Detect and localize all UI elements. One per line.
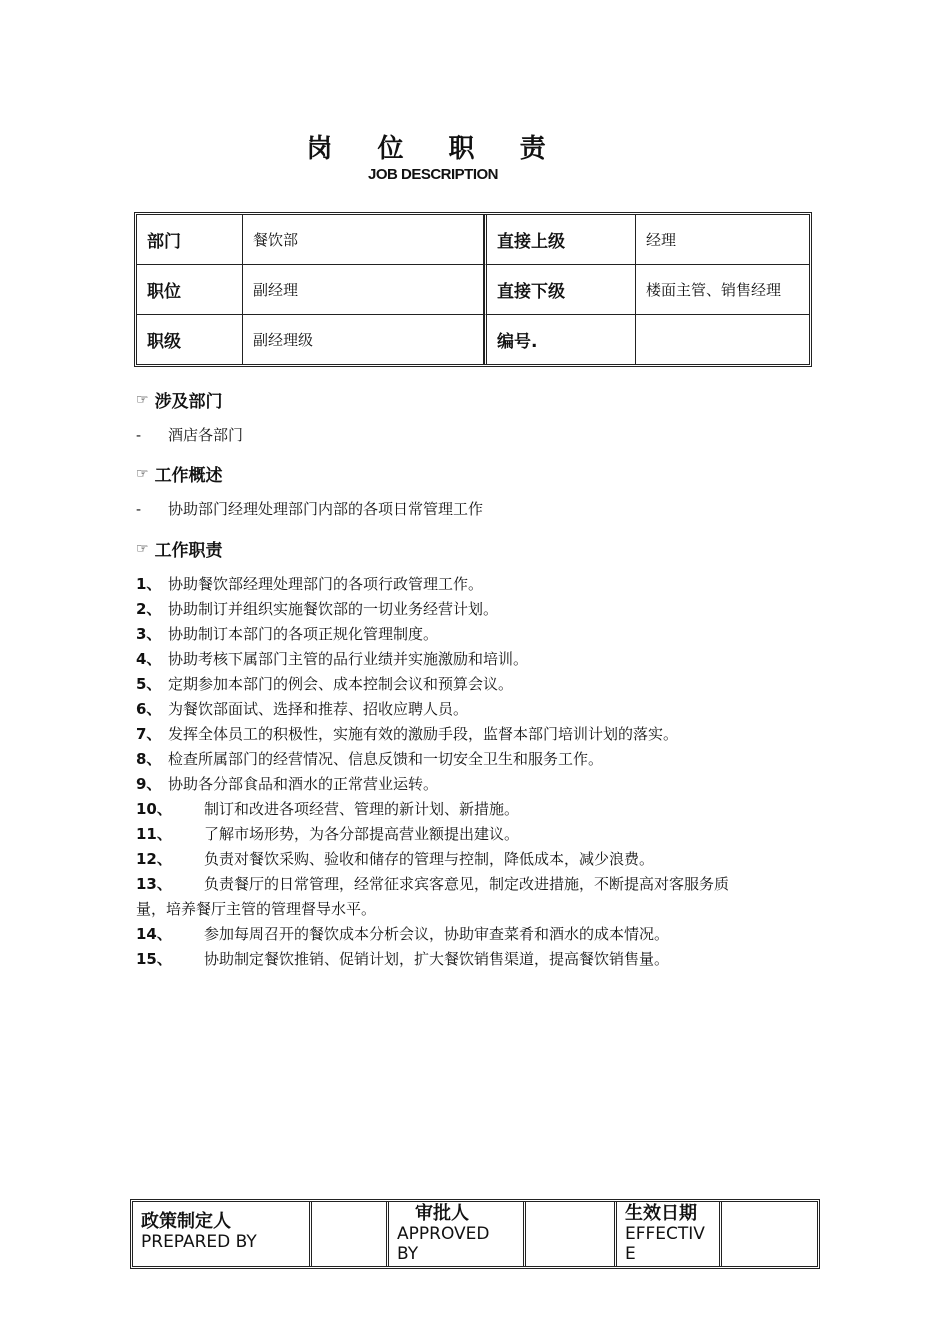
duty-item bbox=[136, 797, 826, 822]
table-row bbox=[137, 215, 809, 265]
duty-number: 10、 bbox=[136, 800, 172, 818]
approved-by-signature bbox=[526, 1202, 617, 1266]
number-label: 编号. bbox=[484, 315, 636, 364]
approved-by-en: APPROVED BY bbox=[397, 1224, 490, 1264]
position-label: 职位 bbox=[137, 265, 243, 315]
page-subtitle: JOB DESCRIPTION bbox=[367, 166, 499, 183]
department-label: 部门 bbox=[137, 215, 243, 265]
duty-number: 7、 bbox=[136, 725, 162, 743]
pointing-hand-icon: ☞ bbox=[136, 540, 149, 557]
duty-text: 参加每周召开的餐饮成本分析会议，协助审查菜肴和酒水的成本情况。 bbox=[204, 925, 670, 943]
section-involved-departments bbox=[136, 387, 223, 412]
duties-list bbox=[136, 572, 826, 972]
duty-item bbox=[136, 822, 826, 847]
job-info-table bbox=[134, 212, 812, 367]
duty-number: 6、 bbox=[136, 700, 162, 718]
duty-number: 14、 bbox=[136, 925, 172, 943]
duty-number: 12、 bbox=[136, 850, 172, 868]
duty-number: 15、 bbox=[136, 950, 172, 968]
superior-label: 直接上级 bbox=[484, 215, 636, 265]
duty-text: 检查所属部门的经营情况、信息反馈和一切安全卫生和服务工作。 bbox=[168, 750, 604, 768]
duty-text: 定期参加本部门的例会、成本控制会议和预算会议。 bbox=[168, 675, 514, 693]
effective-date-en: EFFECTIVE bbox=[625, 1224, 705, 1264]
pointing-hand-icon: ☞ bbox=[136, 391, 149, 408]
signature-table bbox=[130, 1199, 820, 1269]
duty-text: 协助餐饮部经理处理部门的各项行政管理工作。 bbox=[168, 575, 484, 593]
list-item bbox=[136, 498, 483, 519]
table-row bbox=[133, 1202, 817, 1266]
subordinate-value: 楼面主管、销售经理 bbox=[636, 265, 809, 315]
duty-number: 9、 bbox=[136, 775, 162, 793]
page-title: 岗 位 职 责 bbox=[306, 134, 564, 164]
section-title: 工作概述 bbox=[154, 466, 223, 486]
duty-number: 3、 bbox=[136, 625, 162, 643]
duty-item bbox=[136, 772, 826, 797]
prepared-by-cn: 政策制定人 bbox=[141, 1211, 231, 1232]
duty-item bbox=[136, 747, 826, 772]
section-title: 工作职责 bbox=[154, 541, 223, 561]
duty-number: 1、 bbox=[136, 575, 162, 593]
duty-number: 2、 bbox=[136, 600, 162, 618]
effective-date-value bbox=[722, 1202, 817, 1266]
duty-text: 制订和改进各项经营、管理的新计划、新措施。 bbox=[204, 800, 520, 818]
effective-date-label bbox=[617, 1202, 722, 1266]
list-item bbox=[136, 424, 243, 445]
section-work-duties bbox=[136, 536, 223, 561]
duty-item bbox=[136, 922, 826, 947]
grade-label: 职级 bbox=[137, 315, 243, 364]
number-value bbox=[636, 315, 809, 364]
duty-number: 4、 bbox=[136, 650, 162, 668]
duty-number: 13、 bbox=[136, 875, 172, 893]
duty-item bbox=[136, 722, 826, 747]
table-row bbox=[137, 265, 809, 315]
department-value: 餐饮部 bbox=[243, 215, 484, 265]
duty-item bbox=[136, 622, 826, 647]
duty-item bbox=[136, 872, 826, 897]
prepared-by-label bbox=[133, 1202, 312, 1266]
duty-text: 负责对餐饮采购、验收和储存的管理与控制，降低成本，减少浪费。 bbox=[204, 850, 655, 868]
duty-item bbox=[136, 847, 826, 872]
dash-marker: - bbox=[136, 426, 142, 444]
prepared-by-en: PREPARED BY bbox=[141, 1232, 257, 1252]
duty-item bbox=[136, 697, 826, 722]
section-title: 涉及部门 bbox=[154, 392, 223, 412]
duty-continuation: 量，培养餐厅主管的管理督导水平。 bbox=[136, 900, 377, 918]
duty-text: 协助制订并组织实施餐饮部的一切业务经营计划。 bbox=[168, 600, 499, 618]
duty-item bbox=[136, 647, 826, 672]
section-work-overview bbox=[136, 461, 223, 486]
item-text: 协助部门经理处理部门内部的各项日常管理工作 bbox=[168, 500, 484, 518]
approved-by-label bbox=[389, 1202, 526, 1266]
duty-text: 协助制定餐饮推销、促销计划，扩大餐饮销售渠道，提高餐饮销售量。 bbox=[204, 950, 670, 968]
grade-value: 副经理级 bbox=[243, 315, 484, 364]
item-text: 酒店各部门 bbox=[168, 426, 244, 444]
duty-text: 发挥全体员工的积极性，实施有效的激励手段，监督本部门培训计划的落实。 bbox=[168, 725, 679, 743]
subordinate-label: 直接下级 bbox=[484, 265, 636, 315]
superior-value: 经理 bbox=[636, 215, 809, 265]
duty-text: 协助制订本部门的各项正规化管理制度。 bbox=[168, 625, 439, 643]
duty-text: 为餐饮部面试、选择和推荐、招收应聘人员。 bbox=[168, 700, 469, 718]
duty-item bbox=[136, 597, 826, 622]
duty-text: 了解市场形势，为各分部提高营业额提出建议。 bbox=[204, 825, 520, 843]
duty-number: 5、 bbox=[136, 675, 162, 693]
table-row bbox=[137, 315, 809, 364]
duty-number: 11、 bbox=[136, 825, 172, 843]
effective-date-cn: 生效日期 bbox=[625, 1203, 697, 1224]
dash-marker: - bbox=[136, 500, 142, 518]
duty-item bbox=[136, 572, 826, 597]
duty-number: 8、 bbox=[136, 750, 162, 768]
position-value: 副经理 bbox=[243, 265, 484, 315]
pointing-hand-icon: ☞ bbox=[136, 465, 149, 482]
duty-text: 协助各分部食品和酒水的正常营业运转。 bbox=[168, 775, 439, 793]
prepared-by-signature bbox=[312, 1202, 389, 1266]
duty-item bbox=[136, 947, 826, 972]
duty-text: 负责餐厅的日常管理，经常征求宾客意见，制定改进措施，不断提高对客服务质 bbox=[204, 875, 730, 893]
approved-by-cn: 审批人 bbox=[415, 1203, 469, 1224]
duty-text: 协助考核下属部门主管的品行业绩并实施激励和培训。 bbox=[168, 650, 529, 668]
duty-item bbox=[136, 672, 826, 697]
